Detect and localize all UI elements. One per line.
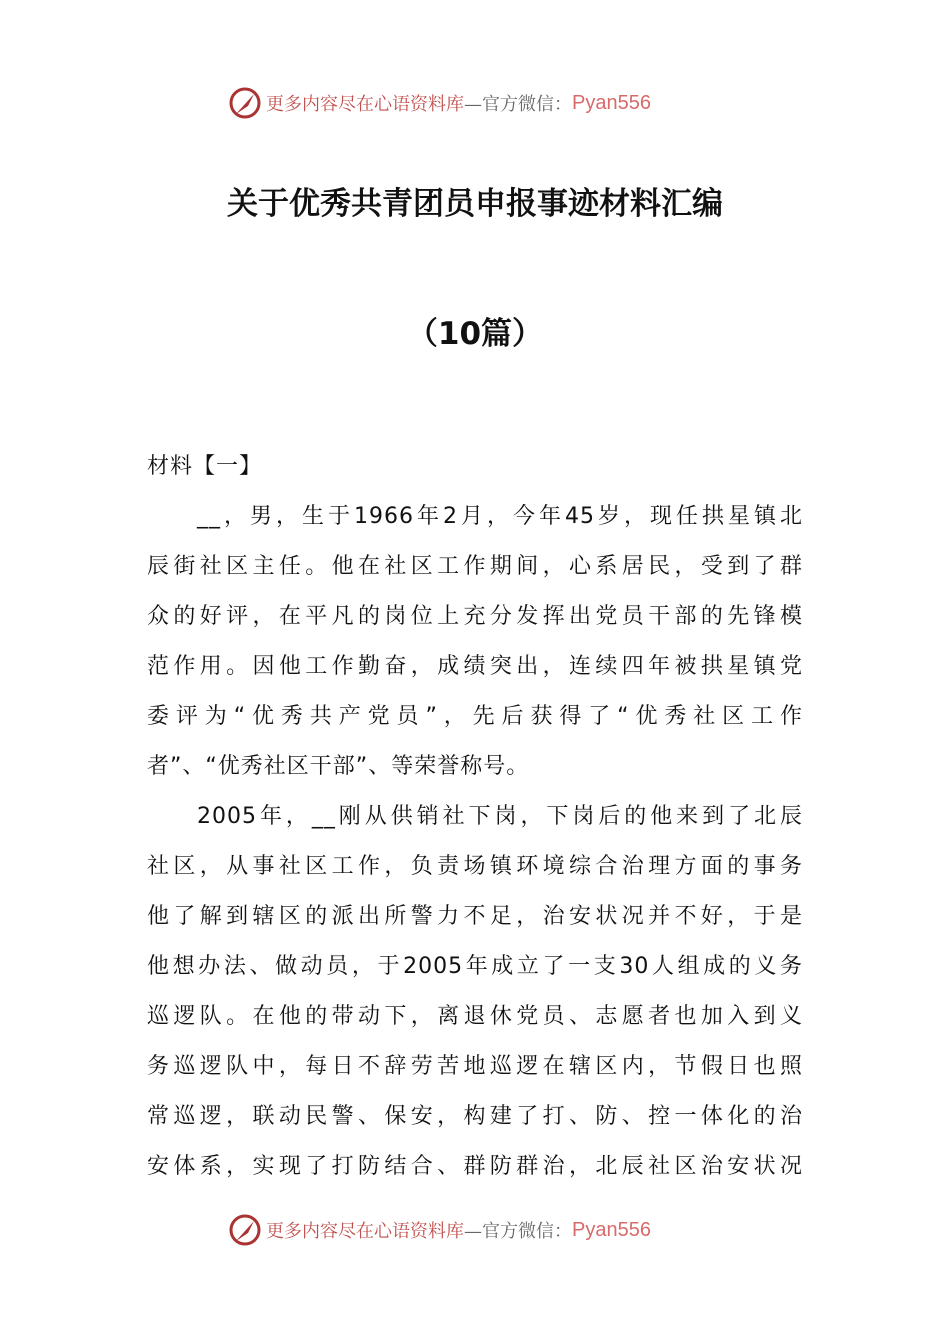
body-line: 常巡逻，联动民警、保安，构建了打、防、控一体化的治 — [147, 1104, 803, 1129]
body-line: 社区，从事社区工作，负责场镇环境综合治理方面的事务 — [147, 854, 803, 879]
body-line: 务巡逻队中，每日不辞劳苦地巡逻在辖区内，节假日也照 — [147, 1054, 803, 1079]
section-label: 材料【一】 — [147, 454, 263, 479]
watermark-wechat-label: —官方微信： — [464, 1221, 572, 1242]
quill-logo-icon — [228, 86, 262, 120]
body-line: 委评为“优秀共产党员”，先后获得了“优秀社区工作 — [147, 704, 803, 729]
body-line: 者”、“优秀社区干部”、等荣誉称号。 — [147, 754, 530, 779]
header-watermark — [228, 85, 728, 121]
watermark-wechat-id: Pyan556 — [572, 1218, 651, 1241]
footer-watermark — [228, 1212, 728, 1248]
body-line: 巡逻队。在他的带动下，离退休党员、志愿者也加入到义 — [147, 1004, 803, 1029]
document-title: 关于优秀共青团员申报事迹材料汇编 — [227, 186, 723, 222]
body-line: 他了解到辖区的派出所警力不足，治安状况并不好，于是 — [147, 904, 803, 929]
watermark-wechat-id: Pyan556 — [572, 91, 651, 114]
watermark-text: 更多内容尽在心语资料库 — [266, 94, 464, 115]
document-subtitle: （10篇） — [406, 316, 544, 352]
body-line: 众的好评，在平凡的岗位上充分发挥出党员干部的先锋模 — [147, 604, 803, 629]
body-line: 辰街社区主任。他在社区工作期间，心系居民，受到了群 — [147, 554, 803, 579]
body-line: 安体系，实现了打防结合、群防群治，北辰社区治安状况 — [147, 1154, 803, 1179]
body-line: 范作用。因他工作勤奋，成绩突出，连续四年被拱星镇党 — [147, 654, 803, 679]
body-line: 2005年，__刚从供销社下岗，下岗后的他来到了北辰 — [197, 804, 803, 829]
watermark-text: 更多内容尽在心语资料库 — [266, 1221, 464, 1242]
body-line: 他想办法、做动员，于2005年成立了一支30人组成的义务 — [147, 954, 803, 979]
body-line: __，男，生于1966年2月，今年45岁，现任拱星镇北 — [197, 504, 803, 529]
quill-logo-icon — [228, 1213, 262, 1247]
watermark-wechat-label: —官方微信： — [464, 94, 572, 115]
